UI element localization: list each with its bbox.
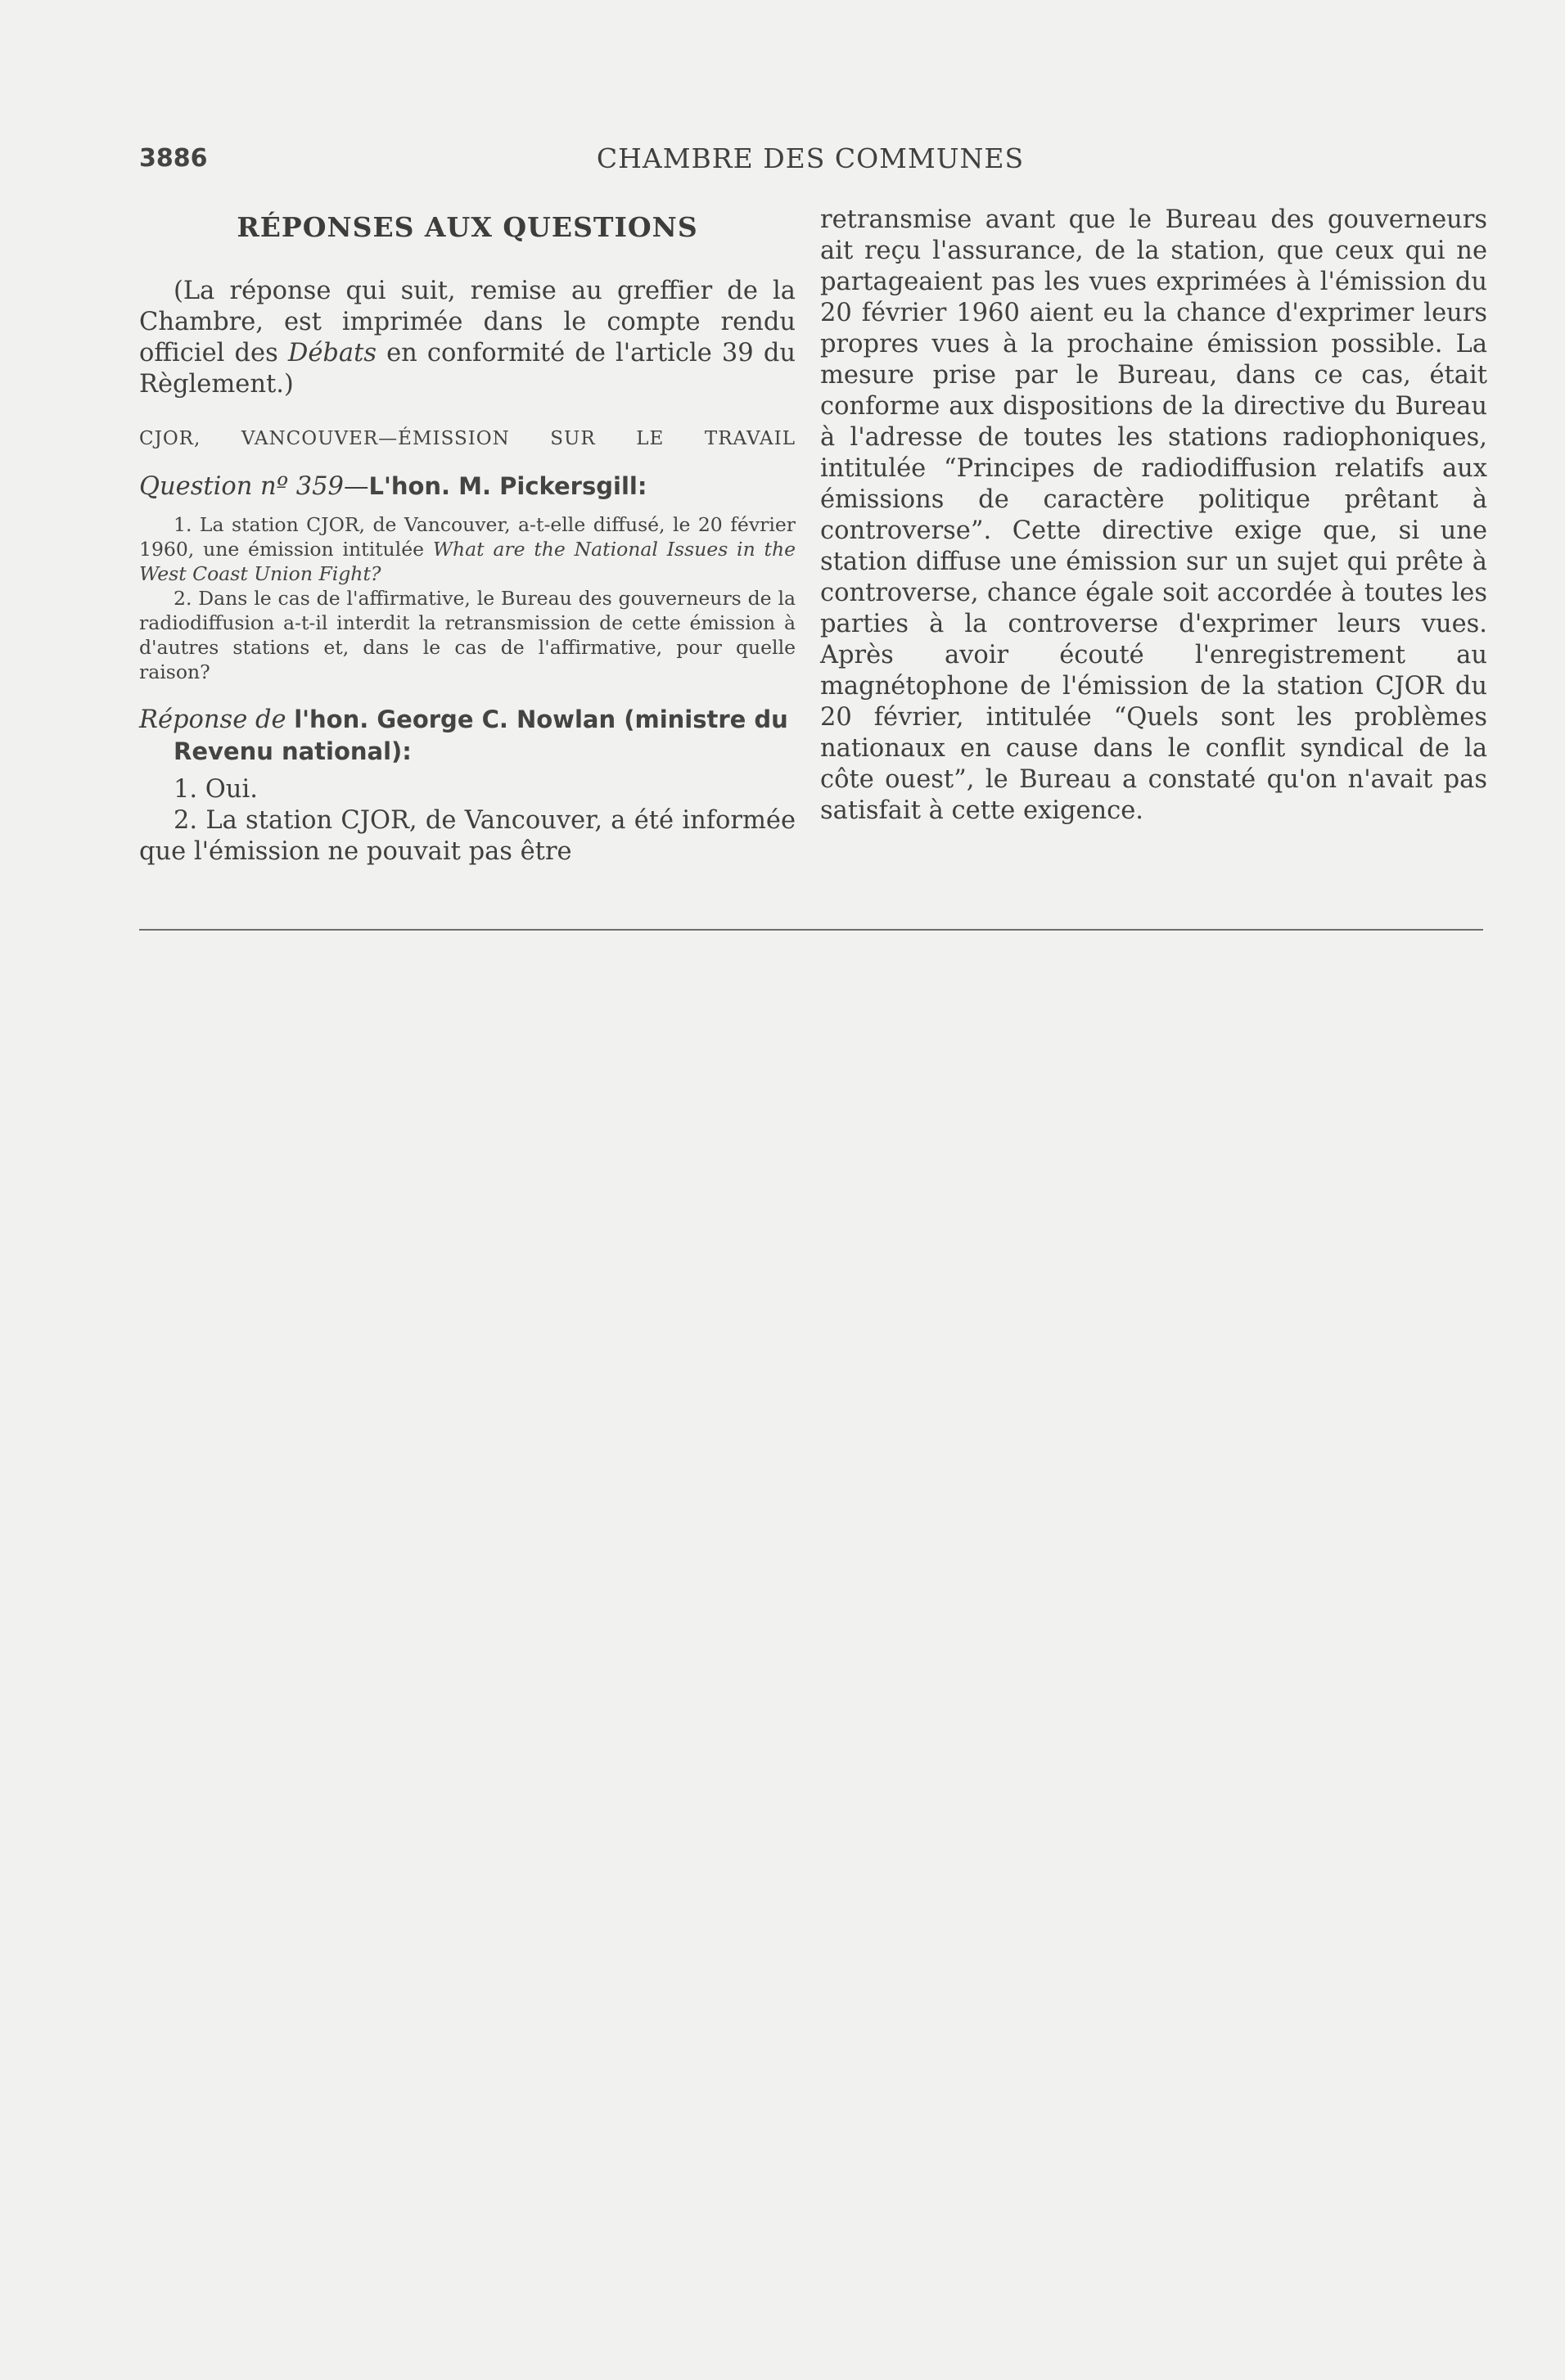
intro-text-start: (La réponse qui suit, remise au greffier de la Chambre, est imprimée dans le compte rendu officiel des <box>139 277 796 367</box>
question-item-1 <box>139 512 796 586</box>
answer-continuation: retransmise avant que le Bureau des gouverneurs ait reçu l'assurance, de la station, que ceux qui ne partageaient pas les vues exprimées à l'émission du 20 février 1960 aient eu la chance d'exprimer leurs propres vues à la prochaine émission possible. La mesure prise par le Bureau, dans ce cas, était conforme aux dispositions de la directive du Bureau à l'adresse de toutes les stations radiophoniques, intitulée “Principes de radiodiffusion relatifs aux émissions de caractère politique prêtant à controverse”. Cette directive exige que, si une station diffuse une émission sur un sujet qui prête à controverse, chance égale soit accordée à toutes les parties à la controverse d'exprimer leurs vues. Après avoir écouté l'enregistrement au magnétophone de l'émission de la station CJOR du 20 février, intitulée “Quels sont les problèmes nationaux en cause dans le conflit syndical de la côte ouest”, le Bureau a constaté qu'on n'avait pas satisfait à cette exigence. <box>820 205 1487 825</box>
question-separator: — <box>343 472 369 501</box>
bottom-rule <box>139 929 1483 931</box>
answer-heading <box>139 704 796 768</box>
answer-item-1: 1. Oui. <box>174 775 258 804</box>
right-column <box>820 205 1487 827</box>
intro-paragraph <box>139 276 796 400</box>
intro-italic-debats: Débats <box>287 339 377 367</box>
answer-item-2: 2. La station CJOR, de Vancouver, a été informée que l'émission ne pouvait pas être <box>139 806 796 866</box>
question-number: Question nº 359 <box>139 472 344 501</box>
question-item-2: 2. Dans le cas de l'affirmative, le Bureau des gouverneurs de la radiodiffusion a-t-il interdit la retransmission de cette émission à d'autres stations et, dans le cas de l'affirmative, pour quelle raison? <box>139 587 796 683</box>
question-item-1-title: What are the National Issues in the West Coast Union Fight? <box>139 538 796 585</box>
question-item-1-text: 1. La station CJOR, de Vancouver, a-t-elle diffusé, le 20 février 1960, une émission intitulée <box>139 513 796 561</box>
question-subhead: CJOR, VANCOUVER—ÉMISSION SUR LE TRAVAIL <box>139 428 796 449</box>
answer-member: l'hon. George C. Nowlan (ministre du Revenu national): <box>174 705 788 765</box>
question-heading <box>139 471 796 503</box>
running-head: CHAMBRE DES COMMUNES <box>596 142 1025 174</box>
section-title: RÉPONSES AUX QUESTIONS <box>237 211 698 243</box>
question-member: L'hon. M. Pickersgill: <box>368 472 647 500</box>
left-column <box>139 205 796 868</box>
intro-text-end: en conformité de l'article 39 du Règlement.) <box>139 339 796 399</box>
answer-label: Réponse de <box>139 705 295 734</box>
page-number: 3886 <box>139 144 208 173</box>
